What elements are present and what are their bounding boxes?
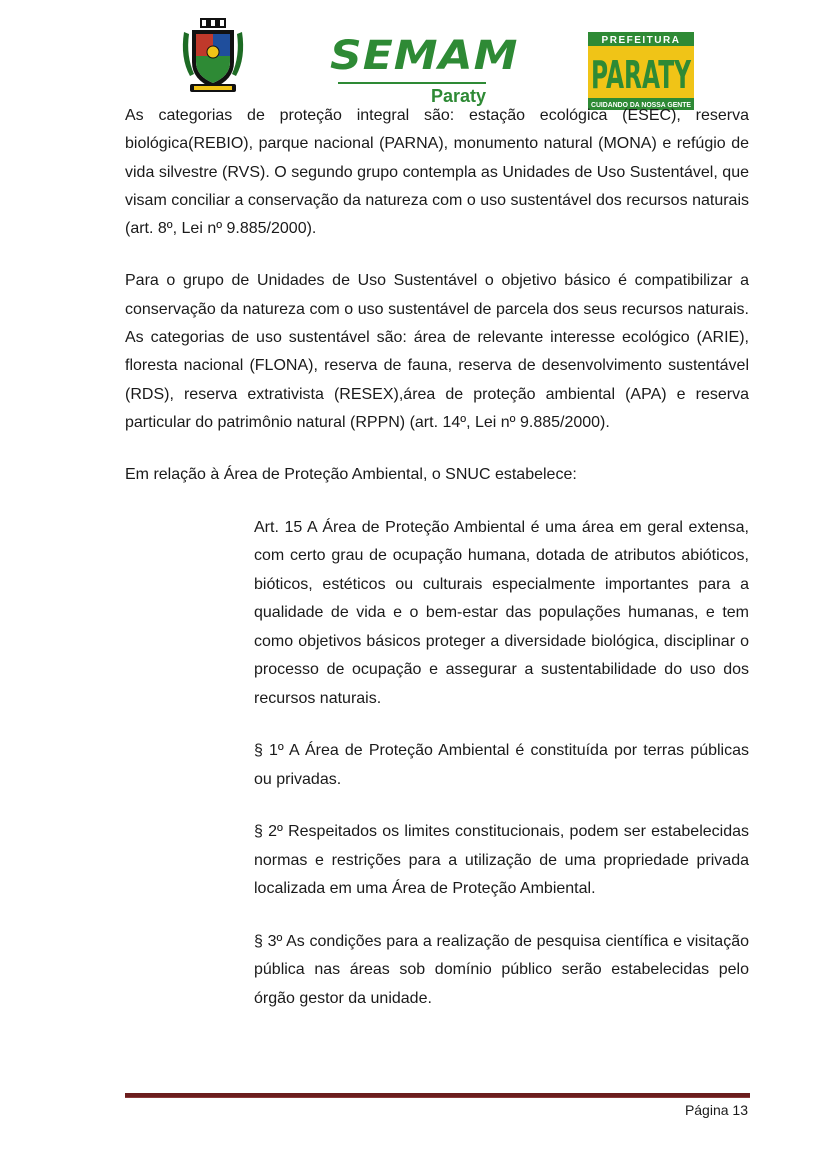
prefeitura-paraty-logo xyxy=(588,32,694,110)
coat-of-arms-logo xyxy=(180,18,246,94)
document-body xyxy=(125,102,749,1013)
page-number: Página 13 xyxy=(684,1102,748,1118)
paragraph-snuc-intro: Em relação à Área de Proteção Ambiental, o SNUC estabelece: xyxy=(125,466,577,484)
quote-paragraph-2: § 2º Respeitados os limites constitucionais, podem ser estabelecidas normas e restrições para a utilização de uma propriedade privada localizada em uma Área de Proteção Ambiental. xyxy=(254,823,749,898)
quote-paragraph-1: § 1º A Área de Proteção Ambiental é constituída por terras públicas ou privadas. xyxy=(254,742,749,788)
paragraph-uso-sustentavel: Para o grupo de Unidades de Uso Sustentável o objetivo básico é compatibilizar a conservação da natureza com o uso sustentável de parcela dos seus recursos naturais. As categorias de uso sustentável são: área de relevante interesse ecológico (ARIE), floresta nacional (FLONA), reserva de fauna, reserva de desenvolvimento sustentável (RDS), reserva extrativista (RESEX),área de proteção ambiental (APA) e reserva particular do patrimônio natural (RPPN) (art. 14º, Lei nº 9.885/2000). xyxy=(125,272,749,431)
semam-logo-subtext: Paraty xyxy=(430,86,486,106)
legal-quote xyxy=(254,514,749,1014)
footer-divider xyxy=(125,1093,750,1098)
quote-art-15: Art. 15 A Área de Proteção Ambiental é uma área em geral extensa, com certo grau de ocupação humana, dotada de atributos abióticos, bióticos, estéticos ou culturais especialmente importantes para a qualidade de vida e o bem-estar das populações humanas, e tem como objetivos básicos proteger a diversidade biológica, disciplinar o processo de ocupação e assegurar a sustentabilidade do uso dos recursos naturais. xyxy=(254,518,749,707)
paraty-logo-top-text: PREFEITURA xyxy=(601,35,681,46)
paraty-logo-tagline: CUIDANDO DA NOSSA GENTE xyxy=(591,102,692,109)
quote-paragraph-3: § 3º As condições para a realização de pesquisa científica e visitação pública nas áreas sob domínio público serão estabelecidas pelo órgão gestor da unidade. xyxy=(254,932,749,1007)
semam-logo-text: SEMAM xyxy=(330,32,519,79)
paraty-logo-main-text: PARATY xyxy=(591,53,692,97)
page-header xyxy=(0,14,826,109)
semam-logo-underline xyxy=(338,82,486,84)
paragraph-protecao-integral: As categorias de proteção integral são: estação ecológica (ESEC), reserva biológica(REBIO), parque nacional (PARNA), monumento natural (MONA) e refúgio de vida silvestre (RVS). O segundo grupo contempla as Unidades de Uso Sustentável, que visam conciliar a conservação da natureza com o uso sustentável dos recursos naturais (art. 8º, Lei nº 9.885/2000). xyxy=(125,107,749,238)
